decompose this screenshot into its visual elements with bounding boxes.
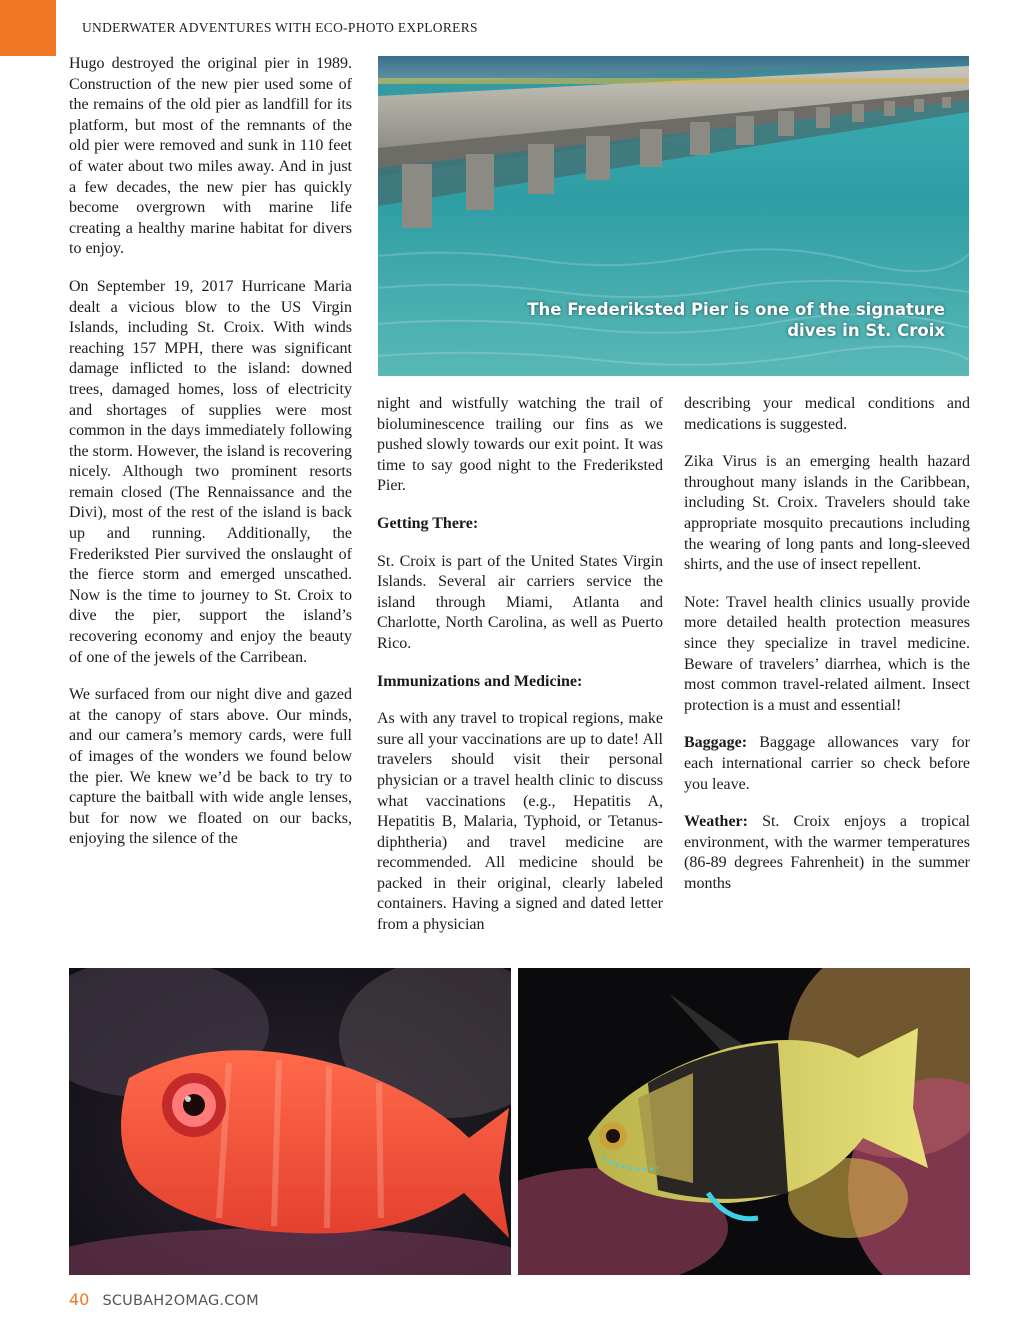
red-fish-photo (69, 968, 511, 1275)
paragraph: night and wistfully watching the trail of bioluminescence trailing our fins as we pushed slowly towards our exit point. It was time to say good night to the Frederiksted Pier. (377, 395, 663, 495)
baggage-text: Baggage allowances vary for each international carrier so check before you leave. (684, 734, 970, 793)
paragraph: Note: Travel health clinics usually provide more detailed health protection measures since they specialize in travel medicine. Beware of travelers’ diarrhea, which is the most common travel-related ailment. Insect protection is a must and essential! (684, 593, 970, 714)
baggage-paragraph (684, 733, 970, 795)
weather-label: Weather: (684, 813, 748, 831)
baggage-label: Baggage: (684, 734, 748, 752)
article-column-2 (377, 394, 663, 953)
section-heading-immunizations: Immunizations and Medicine: (377, 672, 583, 690)
barred-fish-illustration (518, 968, 970, 1275)
section-heading-getting-there: Getting There: (377, 514, 479, 532)
running-head: UNDERWATER ADVENTURES WITH ECO-PHOTO EXPLORERS (82, 20, 478, 35)
paragraph: As with any travel to tropical regions, make sure all your vaccinations are up to date! All travelers should visit their personal physician or a travel health clinic to discuss what vaccinations (e.g., Hepatitis A, Hepatitis B, Malaria, Typhoid, or Tetanus-diphtheria) and travel medicine are recommended. All medicine should be packed in their original, clearly labeled containers. Having a signed and dated letter from a physician (377, 710, 663, 934)
article-column-1 (69, 54, 352, 867)
weather-paragraph (684, 812, 970, 894)
weather-text: St. Croix enjoys a tropical environment, with the warmer temperatures (86-89 degrees Fahrenheit) in the summer months (684, 813, 970, 892)
page-number: 40 (69, 1290, 90, 1309)
paragraph: Zika Virus is an emerging health hazard throughout many islands in the Caribbean, including St. Croix. Travelers should take appropriate mosquito precautions including the wearing of long pants and long-sleeved shirts, and the use of insect repellent. (684, 453, 970, 574)
page-footer (69, 1290, 259, 1309)
paragraph: describing your medical conditions and medications is suggested. (684, 395, 970, 433)
site-url: SCUBAH2OMAG.COM (102, 1293, 259, 1309)
section-color-tab (0, 0, 56, 56)
pier-photo (378, 56, 969, 376)
paragraph: We surfaced from our night dive and gazed at the canopy of stars above. Our minds, and our camera’s memory cards, were full of images of the wonders we found below the pier. We knew we’d be back to try to capture the baitball with wide angle lenses, but for now we floated on our backs, enjoying the silence of the (69, 686, 352, 848)
paragraph: On September 19, 2017 Hurricane Maria dealt a vicious blow to the US Virgin Islands, including St. Croix. With winds reaching 157 MPH, there was significant damage inflicted to the island: downed trees, damaged homes, loss of electricity and shortages of supplies were most common in the days immediately following the storm. However, the island is recovering nicely. Although two prominent resorts remain closed (The Rennaissance and the Divi), most of the rest of the island is back up and running. Additionally, the Frederiksted Pier survived the onslaught of the fierce storm and emerged unscathed. Now is the time to journey to St. Croix to dive the pier, support the island’s recovering economy and enjoy the beauty of one of the jewels of the Carribean. (69, 277, 352, 666)
hamlet-fish-photo (518, 968, 970, 1275)
photo-caption: The Frederiksted Pier is one of the signature dives in St. Croix (527, 300, 945, 340)
paragraph: St. Croix is part of the United States Virgin Islands. Several air carriers service the island through Miami, Atlanta and Charlotte, North Carolina, as well as Puerto Rico. (377, 552, 663, 652)
article-column-3 (684, 394, 970, 911)
bigeye-fish-illustration (69, 968, 511, 1275)
paragraph: Hugo destroyed the original pier in 1989. Construction of the new pier used some of the remains of the old pier as landfill for its platform, but most of the remnants of the old pier were removed and sunk in 110 feet of water about two miles away. And in just a few decades, the new pier has quickly become overgrown with marine life creating a healthy marine habitat for divers to enjoy. (69, 55, 352, 258)
